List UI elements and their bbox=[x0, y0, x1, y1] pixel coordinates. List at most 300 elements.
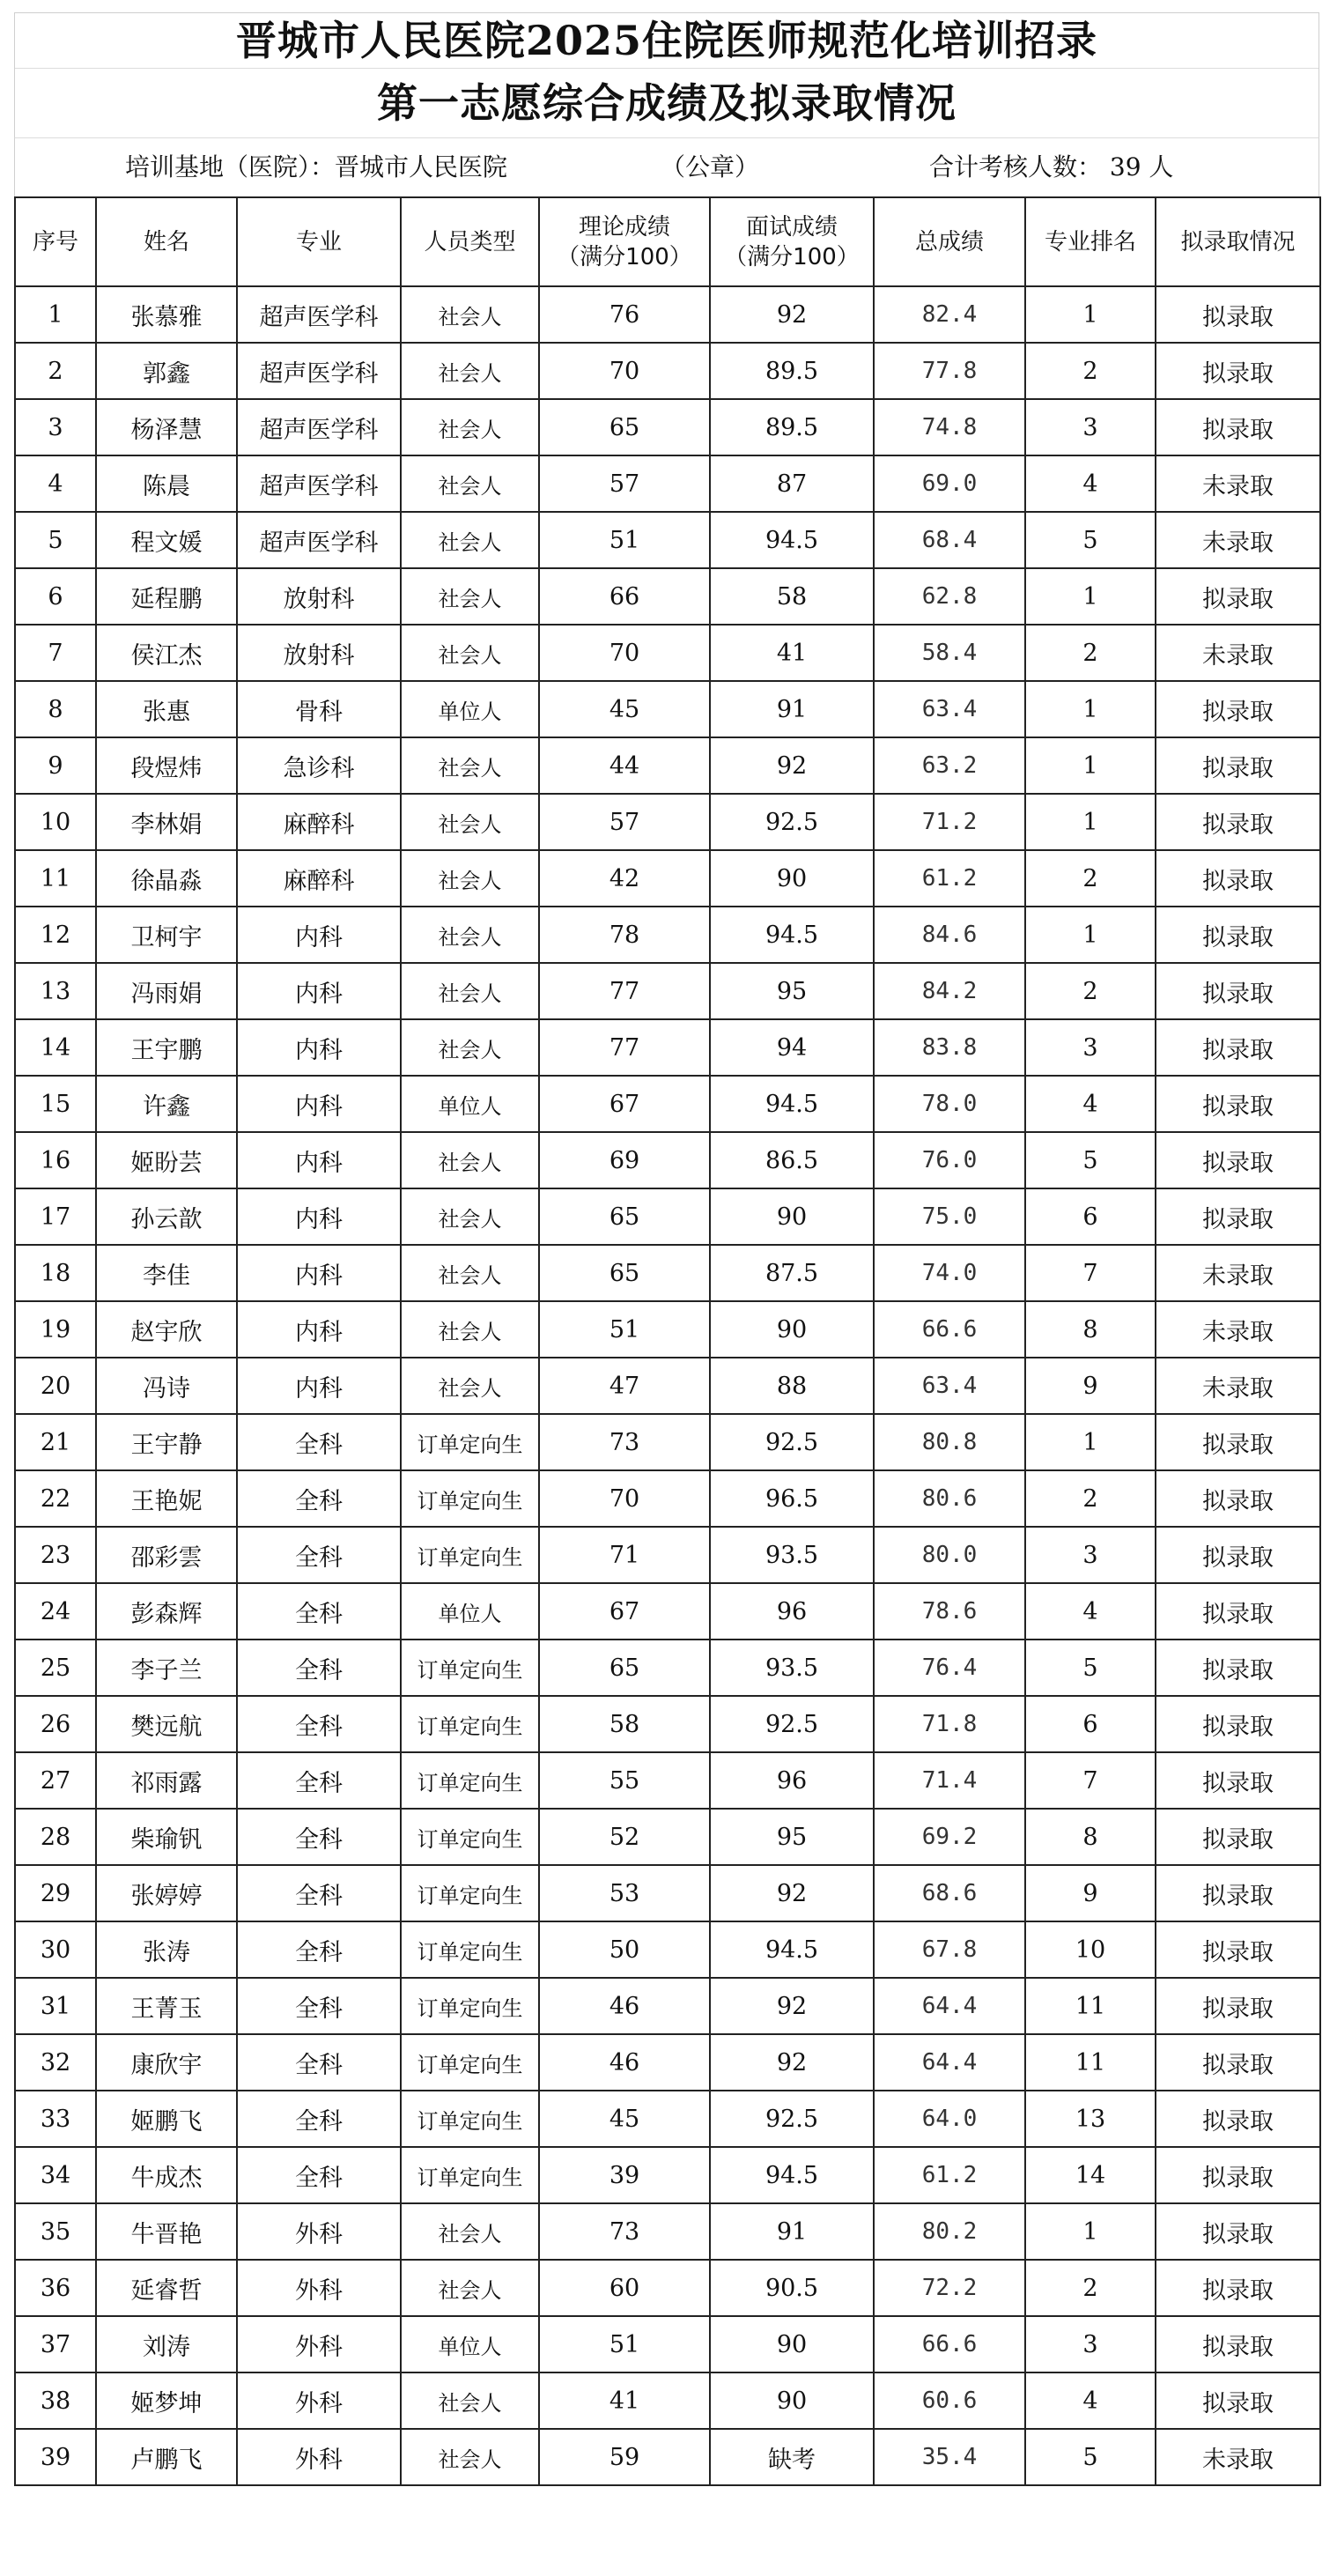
total-score-cell: 35.4 bbox=[874, 2429, 1025, 2485]
total-score-cell: 78.6 bbox=[874, 1583, 1025, 1640]
major-cell: 全科 bbox=[237, 1921, 401, 1978]
seq-cell: 4 bbox=[15, 455, 96, 512]
rank-cell: 9 bbox=[1025, 1865, 1156, 1921]
theory-score-cell: 41 bbox=[539, 2372, 710, 2429]
interview-score-cell: 58 bbox=[710, 568, 874, 625]
interview-score-cell: 89.5 bbox=[710, 343, 874, 399]
major-cell: 超声医学科 bbox=[237, 343, 401, 399]
status-cell: 拟录取 bbox=[1156, 1527, 1320, 1583]
header-interview-line1: 面试成绩 bbox=[745, 213, 838, 241]
status-cell: 拟录取 bbox=[1156, 2316, 1320, 2372]
seq-cell: 21 bbox=[15, 1414, 96, 1470]
status-cell: 拟录取 bbox=[1156, 681, 1320, 737]
seq-cell: 39 bbox=[15, 2429, 96, 2485]
major-cell: 内科 bbox=[237, 907, 401, 963]
interview-score-cell: 41 bbox=[710, 625, 874, 681]
interview-score-cell: 92 bbox=[710, 737, 874, 794]
page-title: 晋城市人民医院2025住院医师规范化培训招录 bbox=[235, 17, 1098, 64]
table-row bbox=[15, 512, 1320, 568]
type-cell: 社会人 bbox=[401, 625, 539, 681]
name-cell: 李佳 bbox=[96, 1245, 237, 1301]
theory-score-cell: 53 bbox=[539, 1865, 710, 1921]
theory-score-cell: 59 bbox=[539, 2429, 710, 2485]
name-cell: 姬鹏飞 bbox=[96, 2091, 237, 2147]
major-cell: 超声医学科 bbox=[237, 399, 401, 455]
interview-score-cell: 92 bbox=[710, 286, 874, 343]
major-cell: 全科 bbox=[237, 1414, 401, 1470]
major-cell: 急诊科 bbox=[237, 737, 401, 794]
theory-score-cell: 45 bbox=[539, 2091, 710, 2147]
table-row bbox=[15, 1301, 1320, 1358]
theory-score-cell: 52 bbox=[539, 1809, 710, 1865]
type-cell: 订单定向生 bbox=[401, 1640, 539, 1696]
major-cell: 超声医学科 bbox=[237, 286, 401, 343]
rank-cell: 1 bbox=[1025, 907, 1156, 963]
status-cell: 拟录取 bbox=[1156, 1583, 1320, 1640]
seq-cell: 13 bbox=[15, 963, 96, 1019]
table-row bbox=[15, 2372, 1320, 2429]
major-cell: 外科 bbox=[237, 2429, 401, 2485]
seq-cell: 26 bbox=[15, 1696, 96, 1752]
status-cell: 拟录取 bbox=[1156, 794, 1320, 850]
type-cell: 社会人 bbox=[401, 1019, 539, 1076]
table-row bbox=[15, 1132, 1320, 1188]
name-cell: 张婷婷 bbox=[96, 1865, 237, 1921]
name-cell: 段煜炜 bbox=[96, 737, 237, 794]
seq-cell: 11 bbox=[15, 850, 96, 907]
rank-cell: 1 bbox=[1025, 2203, 1156, 2260]
total-score-cell: 72.2 bbox=[874, 2260, 1025, 2316]
seq-cell: 38 bbox=[15, 2372, 96, 2429]
rank-cell: 3 bbox=[1025, 1019, 1156, 1076]
rank-cell: 1 bbox=[1025, 681, 1156, 737]
table-row bbox=[15, 1865, 1320, 1921]
type-cell: 社会人 bbox=[401, 1358, 539, 1414]
type-cell: 社会人 bbox=[401, 963, 539, 1019]
status-cell: 拟录取 bbox=[1156, 850, 1320, 907]
major-cell: 外科 bbox=[237, 2372, 401, 2429]
seq-cell: 17 bbox=[15, 1188, 96, 1245]
theory-score-cell: 70 bbox=[539, 625, 710, 681]
interview-score-cell: 95 bbox=[710, 1809, 874, 1865]
rank-cell: 5 bbox=[1025, 2429, 1156, 2485]
type-cell: 社会人 bbox=[401, 850, 539, 907]
name-cell: 赵宇欣 bbox=[96, 1301, 237, 1358]
page-subtitle: 第一志愿综合成绩及拟录取情况 bbox=[15, 68, 1319, 137]
interview-score-cell: 90 bbox=[710, 1188, 874, 1245]
rank-cell: 8 bbox=[1025, 1301, 1156, 1358]
table-row bbox=[15, 963, 1320, 1019]
rank-cell: 1 bbox=[1025, 737, 1156, 794]
header-name: 姓名 bbox=[96, 197, 237, 286]
name-cell: 姬盼芸 bbox=[96, 1132, 237, 1188]
status-cell: 拟录取 bbox=[1156, 399, 1320, 455]
status-cell: 未录取 bbox=[1156, 455, 1320, 512]
major-cell: 全科 bbox=[237, 2091, 401, 2147]
type-cell: 社会人 bbox=[401, 1188, 539, 1245]
total-score-cell: 74.8 bbox=[874, 399, 1025, 455]
theory-score-cell: 65 bbox=[539, 1245, 710, 1301]
seq-cell: 1 bbox=[15, 286, 96, 343]
total-score-cell: 71.2 bbox=[874, 794, 1025, 850]
total-score-cell: 62.8 bbox=[874, 568, 1025, 625]
table-row bbox=[15, 2091, 1320, 2147]
table-row bbox=[15, 2260, 1320, 2316]
seq-cell: 34 bbox=[15, 2147, 96, 2203]
major-cell: 外科 bbox=[237, 2203, 401, 2260]
status-cell: 拟录取 bbox=[1156, 2147, 1320, 2203]
status-cell: 拟录取 bbox=[1156, 343, 1320, 399]
type-cell: 社会人 bbox=[401, 907, 539, 963]
seq-cell: 35 bbox=[15, 2203, 96, 2260]
interview-score-cell: 96.5 bbox=[710, 1470, 874, 1527]
total-score-cell: 84.6 bbox=[874, 907, 1025, 963]
rank-cell: 3 bbox=[1025, 399, 1156, 455]
type-cell: 订单定向生 bbox=[401, 1696, 539, 1752]
theory-score-cell: 47 bbox=[539, 1358, 710, 1414]
table-row bbox=[15, 2429, 1320, 2485]
status-cell: 未录取 bbox=[1156, 625, 1320, 681]
rank-cell: 5 bbox=[1025, 1640, 1156, 1696]
total-score-cell: 71.4 bbox=[874, 1752, 1025, 1809]
type-cell: 社会人 bbox=[401, 2260, 539, 2316]
interview-score-cell: 89.5 bbox=[710, 399, 874, 455]
status-cell: 拟录取 bbox=[1156, 1414, 1320, 1470]
major-cell: 全科 bbox=[237, 1752, 401, 1809]
total-score-cell: 67.8 bbox=[874, 1921, 1025, 1978]
table-row bbox=[15, 737, 1320, 794]
total-score-cell: 61.2 bbox=[874, 850, 1025, 907]
table-row bbox=[15, 1470, 1320, 1527]
rank-cell: 7 bbox=[1025, 1752, 1156, 1809]
theory-score-cell: 44 bbox=[539, 737, 710, 794]
status-cell: 未录取 bbox=[1156, 2429, 1320, 2485]
seq-cell: 31 bbox=[15, 1978, 96, 2034]
info-row bbox=[14, 137, 1319, 196]
rank-cell: 2 bbox=[1025, 963, 1156, 1019]
table-row bbox=[15, 1019, 1320, 1076]
table-row bbox=[15, 2147, 1320, 2203]
name-cell: 郭鑫 bbox=[96, 343, 237, 399]
status-cell: 拟录取 bbox=[1156, 286, 1320, 343]
total-score-cell: 80.0 bbox=[874, 1527, 1025, 1583]
type-cell: 社会人 bbox=[401, 286, 539, 343]
table-row bbox=[15, 2034, 1320, 2091]
rank-cell: 8 bbox=[1025, 1809, 1156, 1865]
interview-score-cell: 87.5 bbox=[710, 1245, 874, 1301]
total-score-cell: 80.8 bbox=[874, 1414, 1025, 1470]
name-cell: 彭森辉 bbox=[96, 1583, 237, 1640]
header-status: 拟录取情况 bbox=[1156, 197, 1320, 286]
major-cell: 内科 bbox=[237, 1019, 401, 1076]
total-score-cell: 80.6 bbox=[874, 1470, 1025, 1527]
type-cell: 订单定向生 bbox=[401, 1414, 539, 1470]
rank-cell: 4 bbox=[1025, 455, 1156, 512]
rank-cell: 4 bbox=[1025, 1076, 1156, 1132]
total-score-cell: 64.4 bbox=[874, 1978, 1025, 2034]
header-type: 人员类型 bbox=[401, 197, 539, 286]
interview-score-cell: 91 bbox=[710, 2203, 874, 2260]
type-cell: 社会人 bbox=[401, 2203, 539, 2260]
rank-cell: 1 bbox=[1025, 286, 1156, 343]
rank-cell: 3 bbox=[1025, 1527, 1156, 1583]
type-cell: 社会人 bbox=[401, 512, 539, 568]
theory-score-cell: 78 bbox=[539, 907, 710, 963]
status-cell: 未录取 bbox=[1156, 512, 1320, 568]
seq-cell: 16 bbox=[15, 1132, 96, 1188]
status-cell: 拟录取 bbox=[1156, 963, 1320, 1019]
major-cell: 全科 bbox=[237, 1696, 401, 1752]
header-seq: 序号 bbox=[15, 197, 96, 286]
theory-score-cell: 67 bbox=[539, 1583, 710, 1640]
name-cell: 李林娟 bbox=[96, 794, 237, 850]
type-cell: 单位人 bbox=[401, 1076, 539, 1132]
major-cell: 内科 bbox=[237, 1076, 401, 1132]
results-table bbox=[14, 196, 1321, 2486]
header-rank: 专业排名 bbox=[1025, 197, 1156, 286]
total-score-cell: 68.6 bbox=[874, 1865, 1025, 1921]
name-cell: 侯江杰 bbox=[96, 625, 237, 681]
major-cell: 全科 bbox=[237, 1865, 401, 1921]
name-cell: 王艳妮 bbox=[96, 1470, 237, 1527]
interview-score-cell: 90.5 bbox=[710, 2260, 874, 2316]
official-seal-label: （公章） bbox=[661, 152, 760, 181]
theory-score-cell: 70 bbox=[539, 1470, 710, 1527]
type-cell: 社会人 bbox=[401, 1245, 539, 1301]
name-cell: 康欣宇 bbox=[96, 2034, 237, 2091]
status-cell: 拟录取 bbox=[1156, 1978, 1320, 2034]
interview-score-cell: 94.5 bbox=[710, 907, 874, 963]
seq-cell: 2 bbox=[15, 343, 96, 399]
name-cell: 徐晶淼 bbox=[96, 850, 237, 907]
seq-cell: 12 bbox=[15, 907, 96, 963]
theory-score-cell: 51 bbox=[539, 512, 710, 568]
type-cell: 订单定向生 bbox=[401, 2147, 539, 2203]
interview-score-cell: 96 bbox=[710, 1752, 874, 1809]
type-cell: 社会人 bbox=[401, 794, 539, 850]
type-cell: 社会人 bbox=[401, 568, 539, 625]
total-score-cell: 69.2 bbox=[874, 1809, 1025, 1865]
theory-score-cell: 67 bbox=[539, 1076, 710, 1132]
interview-score-cell: 92.5 bbox=[710, 2091, 874, 2147]
name-cell: 柴瑜钒 bbox=[96, 1809, 237, 1865]
interview-score-cell: 93.5 bbox=[710, 1527, 874, 1583]
table-row bbox=[15, 794, 1320, 850]
interview-score-cell: 88 bbox=[710, 1358, 874, 1414]
seq-cell: 32 bbox=[15, 2034, 96, 2091]
major-cell: 放射科 bbox=[237, 625, 401, 681]
header-interview bbox=[710, 197, 874, 286]
theory-score-cell: 73 bbox=[539, 1414, 710, 1470]
name-cell: 卫柯宇 bbox=[96, 907, 237, 963]
interview-score-cell: 94.5 bbox=[710, 512, 874, 568]
major-cell: 外科 bbox=[237, 2316, 401, 2372]
interview-score-cell: 90 bbox=[710, 2372, 874, 2429]
theory-score-cell: 77 bbox=[539, 963, 710, 1019]
interview-score-cell: 94.5 bbox=[710, 1921, 874, 1978]
status-cell: 拟录取 bbox=[1156, 1865, 1320, 1921]
total-score-cell: 71.8 bbox=[874, 1696, 1025, 1752]
status-cell: 拟录取 bbox=[1156, 1809, 1320, 1865]
rank-cell: 3 bbox=[1025, 2316, 1156, 2372]
theory-score-cell: 51 bbox=[539, 1301, 710, 1358]
total-score-cell: 63.4 bbox=[874, 1358, 1025, 1414]
total-score-cell: 83.8 bbox=[874, 1019, 1025, 1076]
total-score-cell: 63.4 bbox=[874, 681, 1025, 737]
theory-score-cell: 51 bbox=[539, 2316, 710, 2372]
type-cell: 社会人 bbox=[401, 1132, 539, 1188]
rank-cell: 2 bbox=[1025, 625, 1156, 681]
major-cell: 超声医学科 bbox=[237, 455, 401, 512]
table-header-row bbox=[15, 197, 1320, 286]
name-cell: 陈晨 bbox=[96, 455, 237, 512]
name-cell: 李子兰 bbox=[96, 1640, 237, 1696]
status-cell: 未录取 bbox=[1156, 1245, 1320, 1301]
seq-cell: 19 bbox=[15, 1301, 96, 1358]
major-cell: 骨科 bbox=[237, 681, 401, 737]
total-score-cell: 78.0 bbox=[874, 1076, 1025, 1132]
status-cell: 拟录取 bbox=[1156, 2091, 1320, 2147]
theory-score-cell: 66 bbox=[539, 568, 710, 625]
interview-score-cell: 90 bbox=[710, 2316, 874, 2372]
name-cell: 卢鹏飞 bbox=[96, 2429, 237, 2485]
status-cell: 拟录取 bbox=[1156, 1696, 1320, 1752]
table-row bbox=[15, 1752, 1320, 1809]
seq-cell: 15 bbox=[15, 1076, 96, 1132]
seq-cell: 33 bbox=[15, 2091, 96, 2147]
seq-cell: 36 bbox=[15, 2260, 96, 2316]
status-cell: 拟录取 bbox=[1156, 907, 1320, 963]
training-base-label: 培训基地（医院）：晋城市人民医院 bbox=[125, 152, 508, 181]
total-score-cell: 64.4 bbox=[874, 2034, 1025, 2091]
status-cell: 拟录取 bbox=[1156, 568, 1320, 625]
seq-cell: 14 bbox=[15, 1019, 96, 1076]
theory-score-cell: 70 bbox=[539, 343, 710, 399]
seq-cell: 10 bbox=[15, 794, 96, 850]
status-cell: 拟录取 bbox=[1156, 1188, 1320, 1245]
seq-cell: 28 bbox=[15, 1809, 96, 1865]
status-cell: 拟录取 bbox=[1156, 1752, 1320, 1809]
interview-score-cell: 90 bbox=[710, 850, 874, 907]
rank-cell: 14 bbox=[1025, 2147, 1156, 2203]
name-cell: 杨泽慧 bbox=[96, 399, 237, 455]
total-score-cell: 63.2 bbox=[874, 737, 1025, 794]
total-score-cell: 58.4 bbox=[874, 625, 1025, 681]
theory-score-cell: 46 bbox=[539, 1978, 710, 2034]
table-row bbox=[15, 681, 1320, 737]
rank-cell: 1 bbox=[1025, 568, 1156, 625]
interview-score-cell: 93.5 bbox=[710, 1640, 874, 1696]
type-cell: 社会人 bbox=[401, 737, 539, 794]
status-cell: 拟录取 bbox=[1156, 1921, 1320, 1978]
total-score-cell: 66.6 bbox=[874, 2316, 1025, 2372]
table-row bbox=[15, 1076, 1320, 1132]
theory-score-cell: 55 bbox=[539, 1752, 710, 1809]
table-row bbox=[15, 850, 1320, 907]
seq-cell: 22 bbox=[15, 1470, 96, 1527]
rank-cell: 9 bbox=[1025, 1358, 1156, 1414]
rank-cell: 1 bbox=[1025, 1414, 1156, 1470]
interview-score-cell: 90 bbox=[710, 1301, 874, 1358]
seq-cell: 25 bbox=[15, 1640, 96, 1696]
status-cell: 拟录取 bbox=[1156, 2203, 1320, 2260]
status-cell: 拟录取 bbox=[1156, 1470, 1320, 1527]
seq-cell: 30 bbox=[15, 1921, 96, 1978]
table-row bbox=[15, 1921, 1320, 1978]
interview-score-cell: 92.5 bbox=[710, 794, 874, 850]
major-cell: 内科 bbox=[237, 1301, 401, 1358]
status-cell: 未录取 bbox=[1156, 1358, 1320, 1414]
theory-score-cell: 39 bbox=[539, 2147, 710, 2203]
title-block bbox=[14, 12, 1319, 137]
theory-score-cell: 71 bbox=[539, 1527, 710, 1583]
interview-score-cell: 94 bbox=[710, 1019, 874, 1076]
total-score-cell: 69.0 bbox=[874, 455, 1025, 512]
type-cell: 社会人 bbox=[401, 343, 539, 399]
table-body bbox=[15, 286, 1320, 2485]
major-cell: 内科 bbox=[237, 963, 401, 1019]
major-cell: 全科 bbox=[237, 1640, 401, 1696]
type-cell: 单位人 bbox=[401, 2316, 539, 2372]
status-cell: 拟录取 bbox=[1156, 1076, 1320, 1132]
interview-score-cell: 92 bbox=[710, 1978, 874, 2034]
major-cell: 全科 bbox=[237, 2034, 401, 2091]
total-score-cell: 76.0 bbox=[874, 1132, 1025, 1188]
major-cell: 全科 bbox=[237, 1809, 401, 1865]
table-row bbox=[15, 399, 1320, 455]
major-cell: 麻醉科 bbox=[237, 794, 401, 850]
seq-cell: 9 bbox=[15, 737, 96, 794]
name-cell: 邵彩雲 bbox=[96, 1527, 237, 1583]
status-cell: 拟录取 bbox=[1156, 2034, 1320, 2091]
rank-cell: 2 bbox=[1025, 343, 1156, 399]
name-cell: 王宇鹏 bbox=[96, 1019, 237, 1076]
type-cell: 单位人 bbox=[401, 1583, 539, 1640]
rank-cell: 2 bbox=[1025, 850, 1156, 907]
table-row bbox=[15, 907, 1320, 963]
type-cell: 订单定向生 bbox=[401, 1865, 539, 1921]
seq-cell: 18 bbox=[15, 1245, 96, 1301]
table-row bbox=[15, 1414, 1320, 1470]
seq-cell: 24 bbox=[15, 1583, 96, 1640]
status-cell: 拟录取 bbox=[1156, 1132, 1320, 1188]
status-cell: 未录取 bbox=[1156, 1301, 1320, 1358]
theory-score-cell: 76 bbox=[539, 286, 710, 343]
total-score-cell: 77.8 bbox=[874, 343, 1025, 399]
type-cell: 订单定向生 bbox=[401, 1470, 539, 1527]
header-theory bbox=[539, 197, 710, 286]
major-cell: 内科 bbox=[237, 1245, 401, 1301]
major-cell: 全科 bbox=[237, 1470, 401, 1527]
type-cell: 订单定向生 bbox=[401, 1809, 539, 1865]
table-row bbox=[15, 1583, 1320, 1640]
total-score-cell: 75.0 bbox=[874, 1188, 1025, 1245]
type-cell: 订单定向生 bbox=[401, 1527, 539, 1583]
name-cell: 樊远航 bbox=[96, 1696, 237, 1752]
total-examinees-label: 合计考核人数： 39 人 bbox=[929, 152, 1174, 181]
name-cell: 王宇静 bbox=[96, 1414, 237, 1470]
rank-cell: 5 bbox=[1025, 512, 1156, 568]
table-row bbox=[15, 2203, 1320, 2260]
interview-score-cell: 91 bbox=[710, 681, 874, 737]
major-cell: 外科 bbox=[237, 2260, 401, 2316]
theory-score-cell: 50 bbox=[539, 1921, 710, 1978]
interview-score-cell: 缺考 bbox=[710, 2429, 874, 2485]
name-cell: 冯诗 bbox=[96, 1358, 237, 1414]
table-row bbox=[15, 1527, 1320, 1583]
type-cell: 社会人 bbox=[401, 1301, 539, 1358]
major-cell: 超声医学科 bbox=[237, 512, 401, 568]
